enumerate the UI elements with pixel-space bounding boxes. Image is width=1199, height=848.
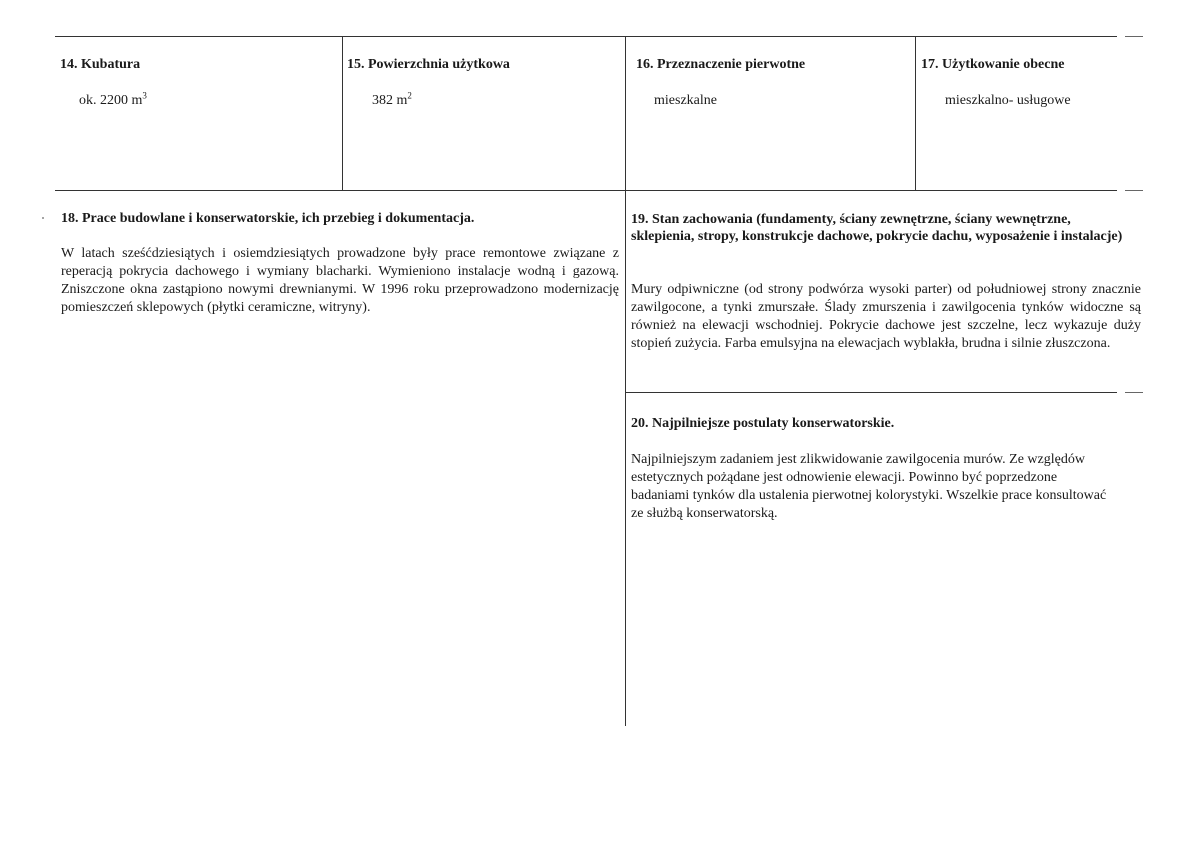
field-15-title: 15. Powierzchnia użytkowa <box>347 57 510 72</box>
field-14-value-text: ok. 2200 m <box>79 93 143 108</box>
section-19-20-rule-tick <box>1125 392 1143 393</box>
scan-speck <box>42 217 44 219</box>
divider-14-15 <box>342 36 343 190</box>
field-20-title: 20. Najpilniejsze postulaty konserwatorskie. <box>631 416 895 431</box>
field-16-value: mieszkalne <box>654 93 717 108</box>
top-row-rule-tick <box>1125 36 1143 37</box>
divider-16-17 <box>915 36 916 190</box>
field-18-title: 18. Prace budowlane i konserwatorskie, ich przebieg i dokumentacja. <box>61 211 475 226</box>
field-15-value <box>372 92 412 110</box>
field-14-unit-exponent: 3 <box>142 90 147 101</box>
field-16-title: 16. Przeznaczenie pierwotne <box>636 57 806 72</box>
top-row-rule <box>55 36 1117 37</box>
field-15-value-text: 382 m <box>372 93 408 108</box>
middle-row-rule-tick <box>1125 190 1143 191</box>
middle-row-rule <box>55 190 1117 191</box>
section-19-20-rule <box>626 392 1117 393</box>
field-14-title: 14. Kubatura <box>60 57 141 72</box>
field-17-title: 17. Użytkowanie obecne <box>921 57 1065 72</box>
field-19-title: 19. Stan zachowania (fundamenty, ściany zewnętrzne, ściany wewnętrzne, sklepienia, stropy, konstrukcje dachowe, pokrycie dachu, wyposażenie i instalacje) <box>631 212 1123 244</box>
field-20-text: Najpilniejszym zadaniem jest zlikwidowanie zawilgocenia murów. Ze względów estetycznych pożądane jest odnowienie elewacji. Powinno być poprzedzone badaniami tynków dla ustalenia pierwotnej kolorystyki. Wszelkie prace konsultować ze służbą konserwatorską. <box>631 452 1107 521</box>
divider-15-16 <box>625 36 626 726</box>
field-19-text: Mury odpiwniczne (od strony podwórza wysoki parter) od południowej strony znacznie zawilgocone, a tynki zmurszałe. Ślady zmurszenia i zawilgocenia tynków widoczne są również na elewacji wschodniej. Pokrycie dachowe jest szczelne, lecz wykazuje duży stopień zużycia. Farba emulsyjna na elewacjach wyblakła, brudna i silnie złuszczona. <box>631 282 1141 351</box>
field-17-value: mieszkalno- usługowe <box>945 93 1071 108</box>
field-14-value <box>79 92 147 110</box>
field-18-text: W latach sześćdziesiątych i osiemdziesiątych prowadzone były prace remontowe związane z reperacją pokrycia dachowego i wymiany blacharki. Wymieniono instalacje wodną i gazową. Zniszczone okna zastąpiono nowymi drewnianymi. W 1996 roku przeprowadzono modernizację pomieszczeń sklepowych (płytki ceramiczne, witryny). <box>61 246 619 315</box>
field-15-unit-exponent: 2 <box>407 90 412 101</box>
